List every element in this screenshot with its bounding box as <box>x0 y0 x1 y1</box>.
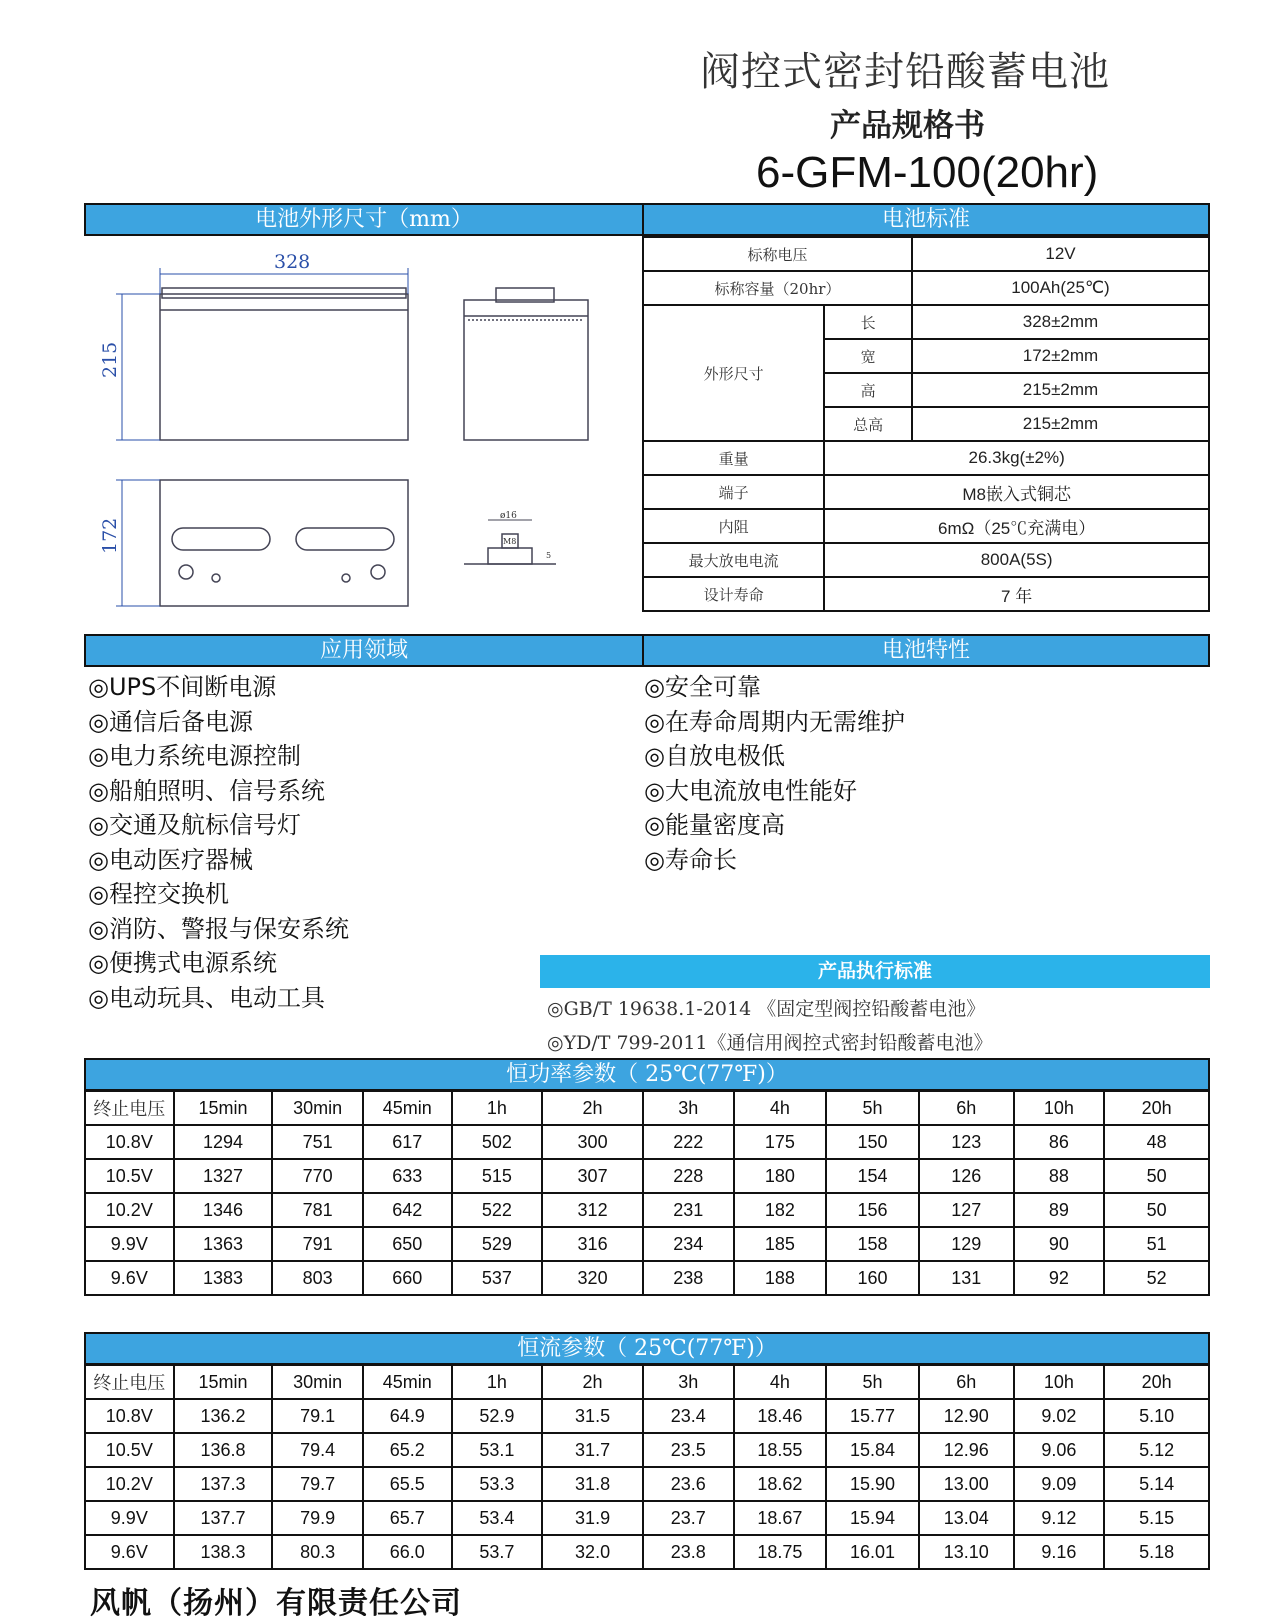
table-cell: 79.9 <box>272 1501 363 1535</box>
table-cell: 137.7 <box>174 1501 273 1535</box>
company-name: 风帆（扬州）有限责任公司 <box>90 1586 462 1621</box>
table-cell: 1294 <box>174 1125 273 1159</box>
spec-value: 215±2mm <box>912 407 1209 441</box>
power-table-title: 恒功率参数（ 25℃(77℉)） <box>84 1058 1210 1091</box>
table-cell: 86 <box>1014 1125 1105 1159</box>
spec-row <box>643 271 1209 305</box>
spec-label: 外形尺寸 <box>643 305 824 441</box>
table-cell: 136.2 <box>174 1399 273 1433</box>
column-header: 4h <box>734 1365 827 1399</box>
table-cell: 9.09 <box>1014 1467 1105 1501</box>
spec-label: 标称容量（20hr） <box>643 271 912 305</box>
table-cell: 234 <box>643 1227 734 1261</box>
list-item: ◎自放电极低 <box>644 742 785 770</box>
table-cell: 5.10 <box>1104 1399 1209 1433</box>
table-row <box>85 1159 1209 1193</box>
spec-sublabel: 总高 <box>824 407 912 441</box>
table-cell: 307 <box>542 1159 643 1193</box>
spec-label: 内阻 <box>643 509 824 543</box>
table-cell: 9.02 <box>1014 1399 1105 1433</box>
table-cell: 13.00 <box>919 1467 1014 1501</box>
table-cell: 13.04 <box>919 1501 1014 1535</box>
spec-value: 12V <box>912 237 1209 271</box>
table-cell: 79.1 <box>272 1399 363 1433</box>
table-cell: 23.6 <box>643 1467 734 1501</box>
applications-list <box>88 670 349 1015</box>
table-cell: 18.75 <box>734 1535 827 1569</box>
table-cell: 10.2V <box>85 1193 174 1227</box>
length-dimension-label: 328 <box>274 251 311 273</box>
table-cell: 188 <box>734 1261 827 1295</box>
table-cell: 79.4 <box>272 1433 363 1467</box>
table-cell: 90 <box>1014 1227 1105 1261</box>
height-dimension-label: 215 <box>99 341 121 378</box>
table-cell: 10.8V <box>85 1125 174 1159</box>
table-row <box>85 1467 1209 1501</box>
table-cell: 31.8 <box>542 1467 643 1501</box>
table-cell: 15.94 <box>826 1501 919 1535</box>
list-item: ◎便携式电源系统 <box>88 949 277 977</box>
table-cell: 10.5V <box>85 1433 174 1467</box>
table-cell: 53.4 <box>452 1501 543 1535</box>
table-cell: 522 <box>452 1193 543 1227</box>
spec-label: 标称电压 <box>643 237 912 271</box>
column-header: 4h <box>734 1091 827 1125</box>
table-cell: 316 <box>542 1227 643 1261</box>
table-cell: 238 <box>643 1261 734 1295</box>
table-header-row <box>85 1365 1209 1399</box>
spec-row <box>643 577 1209 611</box>
table-cell: 9.9V <box>85 1227 174 1261</box>
table-cell: 65.7 <box>363 1501 452 1535</box>
model-number: 6-GFM-100(20hr) <box>756 148 1099 197</box>
table-cell: 137.3 <box>174 1467 273 1501</box>
exec-standard-header: 产品执行标准 <box>540 955 1210 988</box>
column-header: 2h <box>542 1365 643 1399</box>
table-cell: 15.90 <box>826 1467 919 1501</box>
table-cell: 15.84 <box>826 1433 919 1467</box>
table-cell: 300 <box>542 1125 643 1159</box>
table-cell: 126 <box>919 1159 1014 1193</box>
column-header: 20h <box>1104 1365 1209 1399</box>
table-cell: 23.7 <box>643 1501 734 1535</box>
spec-value: 6mΩ（25℃充满电） <box>824 509 1209 543</box>
table-cell: 79.7 <box>272 1467 363 1501</box>
table-cell: 31.7 <box>542 1433 643 1467</box>
spec-row <box>643 237 1209 271</box>
spec-row <box>643 543 1209 577</box>
current-table <box>84 1364 1210 1570</box>
table-cell: 537 <box>452 1261 543 1295</box>
terminal-thread-label: M8 <box>503 537 517 546</box>
table-cell: 791 <box>272 1227 363 1261</box>
table-cell: 312 <box>542 1193 643 1227</box>
list-item: ◎寿命长 <box>644 845 737 874</box>
width-dimension-label: 172 <box>99 517 121 554</box>
column-header: 5h <box>826 1365 919 1399</box>
table-cell: 5.15 <box>1104 1501 1209 1535</box>
table-cell: 156 <box>826 1193 919 1227</box>
spec-row <box>643 509 1209 543</box>
table-cell: 89 <box>1014 1193 1105 1227</box>
list-item: ◎消防、警报与保安系统 <box>88 914 349 943</box>
table-cell: 32.0 <box>542 1535 643 1569</box>
column-header: 1h <box>452 1091 543 1125</box>
column-header: 10h <box>1014 1365 1105 1399</box>
table-cell: 1363 <box>174 1227 273 1261</box>
table-cell: 123 <box>919 1125 1014 1159</box>
table-cell: 51 <box>1104 1227 1209 1261</box>
table-cell: 16.01 <box>826 1535 919 1569</box>
table-cell: 228 <box>643 1159 734 1193</box>
battery-dimension-drawing <box>84 238 640 620</box>
document-subtitle: 产品规格书 <box>830 108 985 144</box>
table-cell: 129 <box>919 1227 1014 1261</box>
column-header: 10h <box>1014 1091 1105 1125</box>
table-cell: 158 <box>826 1227 919 1261</box>
table-cell: 617 <box>363 1125 452 1159</box>
list-item: ◎安全可靠 <box>644 673 761 701</box>
list-item: ◎能量密度高 <box>644 811 785 839</box>
table-cell: 50 <box>1104 1193 1209 1227</box>
table-header-row <box>85 1091 1209 1125</box>
table-cell: 18.46 <box>734 1399 827 1433</box>
power-table <box>84 1090 1210 1296</box>
column-header: 15min <box>174 1091 273 1125</box>
table-cell: 53.1 <box>452 1433 543 1467</box>
spec-label: 最大放电电流 <box>643 543 824 577</box>
table-cell: 182 <box>734 1193 827 1227</box>
table-cell: 160 <box>826 1261 919 1295</box>
table-cell: 18.67 <box>734 1501 827 1535</box>
standard-line: ◎YD/T 799-2011《通信用阀控式密封铅酸蓄电池》 <box>547 1032 993 1054</box>
column-header: 6h <box>919 1365 1014 1399</box>
list-item: ◎电力系统电源控制 <box>88 742 301 770</box>
column-header: 3h <box>643 1365 734 1399</box>
table-cell: 23.4 <box>643 1399 734 1433</box>
table-row <box>85 1193 1209 1227</box>
spec-value: M8嵌入式铜芯 <box>824 475 1209 509</box>
table-cell: 660 <box>363 1261 452 1295</box>
standard-header: 电池标准 <box>642 203 1210 236</box>
table-cell: 150 <box>826 1125 919 1159</box>
dimensions-header: 电池外形尺寸（mm） <box>84 203 644 236</box>
column-header: 45min <box>363 1091 452 1125</box>
table-cell: 10.8V <box>85 1399 174 1433</box>
spec-sublabel: 高 <box>824 373 912 407</box>
table-cell: 9.12 <box>1014 1501 1105 1535</box>
table-cell: 9.16 <box>1014 1535 1105 1569</box>
table-cell: 53.7 <box>452 1535 543 1569</box>
table-cell: 15.77 <box>826 1399 919 1433</box>
table-cell: 10.2V <box>85 1467 174 1501</box>
table-cell: 12.90 <box>919 1399 1014 1433</box>
table-cell: 53.3 <box>452 1467 543 1501</box>
table-cell: 136.8 <box>174 1433 273 1467</box>
document-title: 阀控式密封铅酸蓄电池 <box>700 49 1110 95</box>
table-cell: 65.2 <box>363 1433 452 1467</box>
table-row <box>85 1399 1209 1433</box>
table-cell: 1383 <box>174 1261 273 1295</box>
list-item: ◎UPS不间断电源 <box>88 673 277 701</box>
table-cell: 9.6V <box>85 1261 174 1295</box>
table-cell: 185 <box>734 1227 827 1261</box>
table-cell: 1327 <box>174 1159 273 1193</box>
table-cell: 31.9 <box>542 1501 643 1535</box>
list-item: ◎大电流放电性能好 <box>644 776 857 805</box>
column-header: 30min <box>272 1091 363 1125</box>
table-cell: 781 <box>272 1193 363 1227</box>
table-cell: 175 <box>734 1125 827 1159</box>
standard-line: ◎GB/T 19638.1-2014 《固定型阀控铅酸蓄电池》 <box>547 998 986 1020</box>
table-cell: 633 <box>363 1159 452 1193</box>
table-cell: 5.18 <box>1104 1535 1209 1569</box>
table-cell: 9.6V <box>85 1535 174 1569</box>
table-cell: 18.55 <box>734 1433 827 1467</box>
table-row <box>85 1433 1209 1467</box>
table-cell: 154 <box>826 1159 919 1193</box>
table-cell: 13.10 <box>919 1535 1014 1569</box>
battery-spec-table <box>642 236 1210 612</box>
list-item: ◎交通及航标信号灯 <box>88 811 301 839</box>
column-header: 1h <box>452 1365 543 1399</box>
spec-row <box>643 441 1209 475</box>
table-cell: 127 <box>919 1193 1014 1227</box>
spec-sublabel: 长 <box>824 305 912 339</box>
spec-label: 端子 <box>643 475 824 509</box>
column-header: 45min <box>363 1365 452 1399</box>
column-header: 终止电压 <box>85 1091 174 1125</box>
table-row <box>85 1227 1209 1261</box>
column-header: 3h <box>643 1091 734 1125</box>
current-table-title: 恒流参数（ 25℃(77℉)） <box>84 1332 1210 1365</box>
list-item: ◎在寿命周期内无需维护 <box>644 707 905 736</box>
table-cell: 650 <box>363 1227 452 1261</box>
features-list <box>644 670 905 877</box>
spec-value: 172±2mm <box>912 339 1209 373</box>
table-row <box>85 1261 1209 1295</box>
spec-label: 重量 <box>643 441 824 475</box>
table-row <box>85 1535 1209 1569</box>
table-cell: 23.5 <box>643 1433 734 1467</box>
table-cell: 12.96 <box>919 1433 1014 1467</box>
table-cell: 751 <box>272 1125 363 1159</box>
table-cell: 515 <box>452 1159 543 1193</box>
table-cell: 88 <box>1014 1159 1105 1193</box>
table-row <box>85 1125 1209 1159</box>
table-cell: 231 <box>643 1193 734 1227</box>
table-cell: 770 <box>272 1159 363 1193</box>
table-cell: 222 <box>643 1125 734 1159</box>
table-cell: 64.9 <box>363 1399 452 1433</box>
terminal-diameter-label: ø16 <box>500 511 517 521</box>
table-cell: 180 <box>734 1159 827 1193</box>
table-cell: 50 <box>1104 1159 1209 1193</box>
list-item: ◎电动医疗器械 <box>88 845 253 874</box>
table-cell: 642 <box>363 1193 452 1227</box>
list-item: ◎船舶照明、信号系统 <box>88 776 325 805</box>
applications-header: 应用领域 <box>84 634 644 667</box>
table-cell: 138.3 <box>174 1535 273 1569</box>
table-cell: 23.8 <box>643 1535 734 1569</box>
table-cell: 52.9 <box>452 1399 543 1433</box>
table-cell: 529 <box>452 1227 543 1261</box>
table-cell: 18.62 <box>734 1467 827 1501</box>
column-header: 2h <box>542 1091 643 1125</box>
spec-row <box>643 305 1209 339</box>
table-cell: 5.12 <box>1104 1433 1209 1467</box>
terminal-depth-label: 5 <box>546 551 552 560</box>
table-cell: 5.14 <box>1104 1467 1209 1501</box>
table-cell: 9.06 <box>1014 1433 1105 1467</box>
table-cell: 803 <box>272 1261 363 1295</box>
column-header: 5h <box>826 1091 919 1125</box>
column-header: 15min <box>174 1365 273 1399</box>
table-cell: 1346 <box>174 1193 273 1227</box>
list-item: ◎通信后备电源 <box>88 707 253 736</box>
table-cell: 131 <box>919 1261 1014 1295</box>
column-header: 30min <box>272 1365 363 1399</box>
spec-row <box>643 475 1209 509</box>
column-header: 终止电压 <box>85 1365 174 1399</box>
list-item: ◎电动玩具、电动工具 <box>88 983 325 1012</box>
table-cell: 9.9V <box>85 1501 174 1535</box>
table-cell: 65.5 <box>363 1467 452 1501</box>
table-cell: 48 <box>1104 1125 1209 1159</box>
spec-value: 7 年 <box>824 577 1209 611</box>
table-cell: 66.0 <box>363 1535 452 1569</box>
table-cell: 80.3 <box>272 1535 363 1569</box>
spec-value: 800A(5S) <box>824 543 1209 577</box>
spec-label: 设计寿命 <box>643 577 824 611</box>
spec-value: 215±2mm <box>912 373 1209 407</box>
table-cell: 10.5V <box>85 1159 174 1193</box>
spec-value: 328±2mm <box>912 305 1209 339</box>
features-header: 电池特性 <box>642 634 1210 667</box>
column-header: 6h <box>919 1091 1014 1125</box>
spec-value: 100Ah(25℃) <box>912 271 1209 305</box>
table-row <box>85 1501 1209 1535</box>
table-cell: 320 <box>542 1261 643 1295</box>
table-cell: 52 <box>1104 1261 1209 1295</box>
table-cell: 502 <box>452 1125 543 1159</box>
table-cell: 31.5 <box>542 1399 643 1433</box>
list-item: ◎程控交换机 <box>88 880 229 908</box>
column-header: 20h <box>1104 1091 1209 1125</box>
spec-value: 26.3kg(±2%) <box>824 441 1209 475</box>
spec-sublabel: 宽 <box>824 339 912 373</box>
table-cell: 92 <box>1014 1261 1105 1295</box>
